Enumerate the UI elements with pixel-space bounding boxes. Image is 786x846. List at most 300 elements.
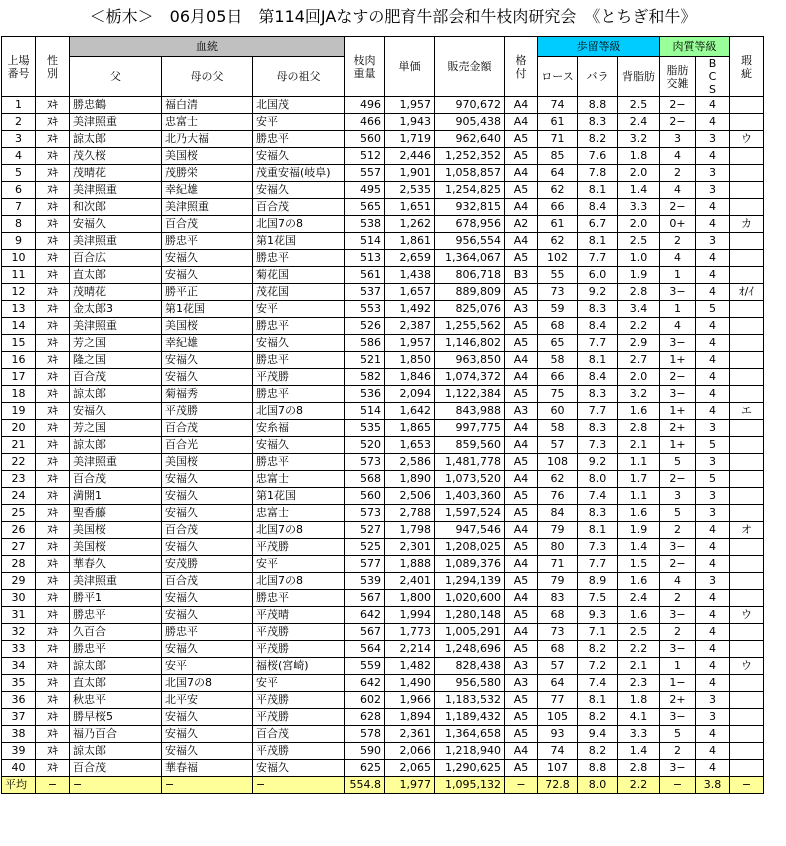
cell-rib: 7.4 <box>578 675 618 692</box>
cell-grade: A5 <box>505 641 538 658</box>
cell-weight: 495 <box>345 182 385 199</box>
cell-number: 31 <box>2 607 36 624</box>
cell-unit-price: 1,888 <box>385 556 435 573</box>
cell-weight: 557 <box>345 165 385 182</box>
cell-bcs: 4 <box>696 590 730 607</box>
cell-sales-amount: 678,956 <box>435 216 505 233</box>
cell-sex: ﾇｷ <box>36 692 70 709</box>
cell-number: 26 <box>2 522 36 539</box>
cell-number: 13 <box>2 301 36 318</box>
cell-rib: 8.3 <box>578 386 618 403</box>
cell-weight: 526 <box>345 318 385 335</box>
cell-marbling: 2 <box>660 165 696 182</box>
cell-bcs: 4 <box>696 522 730 539</box>
average-sex: − <box>36 777 70 794</box>
cell-weight: 553 <box>345 301 385 318</box>
cell-father: 安福久 <box>70 403 162 420</box>
cell-rib: 7.5 <box>578 590 618 607</box>
cell-number: 23 <box>2 471 36 488</box>
table-row <box>2 454 764 471</box>
cell-rib: 9.4 <box>578 726 618 743</box>
cell-sales-amount: 1,073,520 <box>435 471 505 488</box>
header-sales-amount: 販売金額 <box>435 37 505 97</box>
cell-weight: 514 <box>345 403 385 420</box>
cell-bcs: 4 <box>696 641 730 658</box>
header-sex: 性 別 <box>36 37 70 97</box>
average-unit-price: 1,977 <box>385 777 435 794</box>
cell-father: 芳之国 <box>70 335 162 352</box>
cell-marbling: 2 <box>660 233 696 250</box>
cell-bcs: 3 <box>696 420 730 437</box>
cell-grade: A2 <box>505 216 538 233</box>
cell-sales-amount: 1,058,857 <box>435 165 505 182</box>
cell-father: 芳之国 <box>70 420 162 437</box>
header-loin: ロース <box>538 57 578 97</box>
cell-father: 久百合 <box>70 624 162 641</box>
cell-defect <box>730 505 764 522</box>
cell-defect <box>730 590 764 607</box>
cell-grade: A4 <box>505 165 538 182</box>
cell-rib: 8.8 <box>578 97 618 114</box>
cell-bcs: 3 <box>696 454 730 471</box>
cell-back-fat: 2.8 <box>618 284 660 301</box>
cell-father: 諒太郎 <box>70 437 162 454</box>
cell-loin: 61 <box>538 114 578 131</box>
cell-unit-price: 1,262 <box>385 216 435 233</box>
cell-mother-father: 安福久 <box>162 267 253 284</box>
cell-unit-price: 2,387 <box>385 318 435 335</box>
cell-grade: A4 <box>505 743 538 760</box>
cell-marbling: 3− <box>660 284 696 301</box>
cell-loin: 76 <box>538 488 578 505</box>
header-father: 父 <box>70 57 162 97</box>
cell-sex: ﾇｷ <box>36 403 70 420</box>
cell-bcs: 3 <box>696 709 730 726</box>
cell-marbling: 2 <box>660 522 696 539</box>
table-row <box>2 539 764 556</box>
table-row <box>2 386 764 403</box>
cell-bcs: 5 <box>696 301 730 318</box>
cell-number: 9 <box>2 233 36 250</box>
cell-back-fat: 1.6 <box>618 403 660 420</box>
cell-defect <box>730 165 764 182</box>
cell-defect <box>730 709 764 726</box>
cell-unit-price: 1,438 <box>385 267 435 284</box>
cell-defect <box>730 539 764 556</box>
cell-mother-father: 百合茂 <box>162 216 253 233</box>
table-body <box>2 97 764 794</box>
cell-marbling: 1+ <box>660 403 696 420</box>
cell-number: 17 <box>2 369 36 386</box>
header-marbling: 脂肪 交雑 <box>660 57 696 97</box>
cell-rib: 7.7 <box>578 250 618 267</box>
table-row <box>2 641 764 658</box>
cell-bcs: 4 <box>696 386 730 403</box>
cell-defect <box>730 97 764 114</box>
cell-father: 茂久桜 <box>70 148 162 165</box>
cell-bcs: 4 <box>696 335 730 352</box>
cell-sex: ﾇｷ <box>36 607 70 624</box>
cell-weight: 642 <box>345 675 385 692</box>
cell-back-fat: 2.5 <box>618 97 660 114</box>
cell-mother-grandfather: 忠富士 <box>253 505 345 522</box>
cell-bcs: 3 <box>696 692 730 709</box>
cell-rib: 7.8 <box>578 165 618 182</box>
cell-mother-grandfather: 平茂勝 <box>253 641 345 658</box>
cell-unit-price: 2,214 <box>385 641 435 658</box>
cell-loin: 59 <box>538 301 578 318</box>
cell-unit-price: 1,957 <box>385 335 435 352</box>
cell-loin: 73 <box>538 284 578 301</box>
cell-unit-price: 2,788 <box>385 505 435 522</box>
cell-number: 6 <box>2 182 36 199</box>
cell-father: 直太郎 <box>70 675 162 692</box>
cell-grade: A5 <box>505 182 538 199</box>
cell-weight: 561 <box>345 267 385 284</box>
cell-loin: 74 <box>538 97 578 114</box>
cell-bcs: 4 <box>696 284 730 301</box>
cell-weight: 538 <box>345 216 385 233</box>
header-rib: バラ <box>578 57 618 97</box>
table-row <box>2 267 764 284</box>
cell-loin: 79 <box>538 522 578 539</box>
cell-mother-grandfather: 第1花国 <box>253 488 345 505</box>
cell-number: 22 <box>2 454 36 471</box>
cell-mother-father: 美津照重 <box>162 199 253 216</box>
cell-grade: A4 <box>505 233 538 250</box>
cell-loin: 64 <box>538 675 578 692</box>
cell-marbling: 2 <box>660 624 696 641</box>
cell-grade: A5 <box>505 726 538 743</box>
cell-defect <box>730 267 764 284</box>
cell-rib: 7.7 <box>578 556 618 573</box>
table-row <box>2 675 764 692</box>
cell-bcs: 4 <box>696 267 730 284</box>
cell-father: 諒太郎 <box>70 743 162 760</box>
cell-father: 福乃百合 <box>70 726 162 743</box>
cell-bcs: 3 <box>696 505 730 522</box>
cell-back-fat: 1.8 <box>618 692 660 709</box>
cell-mother-grandfather: 平茂勝 <box>253 743 345 760</box>
cell-grade: A4 <box>505 471 538 488</box>
cell-mother-grandfather: 安福久 <box>253 437 345 454</box>
cell-marbling: 2 <box>660 590 696 607</box>
cell-sex: ﾇｷ <box>36 97 70 114</box>
cell-rib: 7.4 <box>578 488 618 505</box>
cell-mother-grandfather: 安平 <box>253 301 345 318</box>
cell-back-fat: 4.1 <box>618 709 660 726</box>
cell-father: 勝忠平 <box>70 607 162 624</box>
cell-sales-amount: 1,255,562 <box>435 318 505 335</box>
cell-back-fat: 1.7 <box>618 471 660 488</box>
cell-unit-price: 2,361 <box>385 726 435 743</box>
cell-bcs: 3 <box>696 488 730 505</box>
cell-loin: 79 <box>538 573 578 590</box>
cell-bcs: 4 <box>696 148 730 165</box>
cell-unit-price: 2,506 <box>385 488 435 505</box>
cell-bcs: 4 <box>696 114 730 131</box>
cell-father: 百合茂 <box>70 471 162 488</box>
cell-sales-amount: 970,672 <box>435 97 505 114</box>
cell-number: 4 <box>2 148 36 165</box>
cell-father: 百合茂 <box>70 760 162 777</box>
cell-grade: A5 <box>505 505 538 522</box>
cell-back-fat: 1.6 <box>618 505 660 522</box>
cell-defect <box>730 420 764 437</box>
table-row <box>2 522 764 539</box>
cell-loin: 68 <box>538 641 578 658</box>
cell-grade: A4 <box>505 624 538 641</box>
table-row <box>2 403 764 420</box>
cell-unit-price: 2,301 <box>385 539 435 556</box>
cell-defect <box>730 335 764 352</box>
cell-defect <box>730 250 764 267</box>
average-row <box>2 777 764 794</box>
cell-mother-father: 北国7の8 <box>162 675 253 692</box>
cell-grade: A4 <box>505 437 538 454</box>
cell-defect <box>730 573 764 590</box>
carcass-results-table <box>1 36 764 794</box>
cell-unit-price: 1,642 <box>385 403 435 420</box>
cell-marbling: 3− <box>660 386 696 403</box>
cell-sex: ﾇｷ <box>36 335 70 352</box>
cell-bcs: 4 <box>696 675 730 692</box>
cell-number: 33 <box>2 641 36 658</box>
cell-sales-amount: 956,554 <box>435 233 505 250</box>
average-mother-father: − <box>162 777 253 794</box>
cell-bcs: 4 <box>696 624 730 641</box>
table-row <box>2 199 764 216</box>
cell-weight: 628 <box>345 709 385 726</box>
cell-father: 美津照重 <box>70 318 162 335</box>
cell-mother-father: 安福久 <box>162 352 253 369</box>
cell-sex: ﾇｷ <box>36 165 70 182</box>
cell-marbling: 3− <box>660 641 696 658</box>
cell-weight: 568 <box>345 471 385 488</box>
cell-sex: ﾇｷ <box>36 267 70 284</box>
cell-weight: 536 <box>345 386 385 403</box>
cell-sex: ﾇｷ <box>36 624 70 641</box>
cell-marbling: 3− <box>660 760 696 777</box>
cell-defect <box>730 182 764 199</box>
cell-number: 25 <box>2 505 36 522</box>
cell-number: 3 <box>2 131 36 148</box>
cell-defect: ウ <box>730 658 764 675</box>
cell-rib: 8.3 <box>578 301 618 318</box>
cell-defect <box>730 726 764 743</box>
cell-back-fat: 2.4 <box>618 114 660 131</box>
table-row <box>2 573 764 590</box>
cell-defect <box>730 386 764 403</box>
cell-unit-price: 1,846 <box>385 369 435 386</box>
cell-number: 27 <box>2 539 36 556</box>
cell-sex: ﾇｷ <box>36 488 70 505</box>
header-yield-grade: 歩留等級 <box>538 37 660 57</box>
table-row <box>2 760 764 777</box>
cell-marbling: 3− <box>660 539 696 556</box>
cell-unit-price: 1,490 <box>385 675 435 692</box>
cell-mother-father: 百合光 <box>162 437 253 454</box>
cell-sales-amount: 963,850 <box>435 352 505 369</box>
cell-sales-amount: 1,364,067 <box>435 250 505 267</box>
cell-mother-father: 北乃大福 <box>162 131 253 148</box>
cell-number: 30 <box>2 590 36 607</box>
cell-sales-amount: 1,280,148 <box>435 607 505 624</box>
cell-bcs: 4 <box>696 250 730 267</box>
cell-defect <box>730 437 764 454</box>
cell-loin: 77 <box>538 692 578 709</box>
cell-mother-father: 安福久 <box>162 709 253 726</box>
cell-grade: A4 <box>505 556 538 573</box>
cell-rib: 8.2 <box>578 131 618 148</box>
cell-unit-price: 2,446 <box>385 148 435 165</box>
cell-sales-amount: 1,122,384 <box>435 386 505 403</box>
cell-unit-price: 2,065 <box>385 760 435 777</box>
cell-sales-amount: 997,775 <box>435 420 505 437</box>
cell-mother-father: 安福久 <box>162 726 253 743</box>
cell-father: 秋忠平 <box>70 692 162 709</box>
cell-unit-price: 1,901 <box>385 165 435 182</box>
table-row <box>2 165 764 182</box>
cell-weight: 525 <box>345 539 385 556</box>
cell-mother-grandfather: 勝忠平 <box>253 250 345 267</box>
table-row <box>2 624 764 641</box>
cell-mother-father: 美国桜 <box>162 148 253 165</box>
cell-rib: 8.1 <box>578 692 618 709</box>
cell-mother-father: 美国桜 <box>162 318 253 335</box>
table-row <box>2 182 764 199</box>
cell-unit-price: 1,943 <box>385 114 435 131</box>
cell-mother-grandfather: 勝忠平 <box>253 386 345 403</box>
cell-loin: 107 <box>538 760 578 777</box>
cell-marbling: 3− <box>660 709 696 726</box>
cell-back-fat: 1.1 <box>618 488 660 505</box>
header-mother-father: 母の父 <box>162 57 253 97</box>
cell-sex: ﾇｷ <box>36 352 70 369</box>
cell-back-fat: 1.1 <box>618 454 660 471</box>
cell-sales-amount: 1,252,352 <box>435 148 505 165</box>
cell-rib: 8.4 <box>578 369 618 386</box>
table-row <box>2 726 764 743</box>
cell-back-fat: 1.4 <box>618 743 660 760</box>
cell-grade: A5 <box>505 692 538 709</box>
cell-father: 華春久 <box>70 556 162 573</box>
cell-number: 35 <box>2 675 36 692</box>
cell-marbling: 5 <box>660 454 696 471</box>
cell-grade: A4 <box>505 114 538 131</box>
cell-rib: 8.2 <box>578 743 618 760</box>
cell-weight: 535 <box>345 420 385 437</box>
cell-marbling: 3− <box>660 607 696 624</box>
cell-mother-grandfather: 平茂勝 <box>253 692 345 709</box>
cell-number: 11 <box>2 267 36 284</box>
cell-father: 茂晴花 <box>70 284 162 301</box>
cell-mother-grandfather: 百合茂 <box>253 726 345 743</box>
cell-weight: 521 <box>345 352 385 369</box>
header-meat-grade: 肉質等級 <box>660 37 730 57</box>
cell-sales-amount: 825,076 <box>435 301 505 318</box>
cell-back-fat: 2.7 <box>618 352 660 369</box>
cell-mother-grandfather: 勝忠平 <box>253 352 345 369</box>
cell-grade: A5 <box>505 454 538 471</box>
cell-mother-father: 忠富士 <box>162 114 253 131</box>
cell-mother-father: 百合茂 <box>162 522 253 539</box>
cell-defect <box>730 743 764 760</box>
average-father: − <box>70 777 162 794</box>
cell-number: 24 <box>2 488 36 505</box>
cell-mother-father: 安福久 <box>162 488 253 505</box>
cell-sales-amount: 1,146,802 <box>435 335 505 352</box>
cell-number: 36 <box>2 692 36 709</box>
cell-sex: ﾇｷ <box>36 199 70 216</box>
cell-rib: 8.3 <box>578 114 618 131</box>
cell-marbling: 1− <box>660 675 696 692</box>
cell-unit-price: 1,994 <box>385 607 435 624</box>
cell-loin: 64 <box>538 165 578 182</box>
cell-weight: 560 <box>345 488 385 505</box>
cell-back-fat: 2.0 <box>618 165 660 182</box>
cell-sex: ﾇｷ <box>36 539 70 556</box>
cell-mother-grandfather: 平茂勝 <box>253 709 345 726</box>
cell-grade: A4 <box>505 522 538 539</box>
cell-defect <box>730 199 764 216</box>
cell-loin: 57 <box>538 658 578 675</box>
cell-sales-amount: 1,248,696 <box>435 641 505 658</box>
cell-bcs: 4 <box>696 369 730 386</box>
cell-marbling: 2− <box>660 471 696 488</box>
table-row <box>2 335 764 352</box>
cell-weight: 642 <box>345 607 385 624</box>
average-weight: 554.8 <box>345 777 385 794</box>
cell-number: 7 <box>2 199 36 216</box>
cell-mother-father: 安茂勝 <box>162 556 253 573</box>
cell-sex: ﾇｷ <box>36 250 70 267</box>
cell-sales-amount: 1,218,940 <box>435 743 505 760</box>
cell-back-fat: 2.0 <box>618 216 660 233</box>
cell-bcs: 4 <box>696 760 730 777</box>
cell-back-fat: 1.5 <box>618 556 660 573</box>
cell-loin: 73 <box>538 624 578 641</box>
cell-weight: 514 <box>345 233 385 250</box>
cell-rib: 8.9 <box>578 573 618 590</box>
cell-father: 美津照重 <box>70 454 162 471</box>
cell-number: 15 <box>2 335 36 352</box>
cell-grade: A5 <box>505 386 538 403</box>
header-weight: 枝肉 重量 <box>345 37 385 97</box>
cell-weight: 512 <box>345 148 385 165</box>
cell-rib: 8.4 <box>578 318 618 335</box>
cell-loin: 65 <box>538 335 578 352</box>
cell-bcs: 4 <box>696 556 730 573</box>
cell-sales-amount: 1,074,372 <box>435 369 505 386</box>
cell-bcs: 4 <box>696 97 730 114</box>
cell-number: 5 <box>2 165 36 182</box>
cell-grade: A3 <box>505 658 538 675</box>
cell-loin: 62 <box>538 233 578 250</box>
cell-mother-grandfather: 茂重安福(岐阜) <box>253 165 345 182</box>
cell-mother-grandfather: 平茂勝 <box>253 369 345 386</box>
cell-grade: A3 <box>505 403 538 420</box>
cell-unit-price: 1,966 <box>385 692 435 709</box>
cell-weight: 560 <box>345 131 385 148</box>
cell-loin: 108 <box>538 454 578 471</box>
cell-rib: 7.2 <box>578 658 618 675</box>
cell-father: 美国桜 <box>70 539 162 556</box>
cell-father: 勝忠鶴 <box>70 97 162 114</box>
cell-sales-amount: 962,640 <box>435 131 505 148</box>
cell-marbling: 4 <box>660 250 696 267</box>
cell-father: 美津照重 <box>70 114 162 131</box>
